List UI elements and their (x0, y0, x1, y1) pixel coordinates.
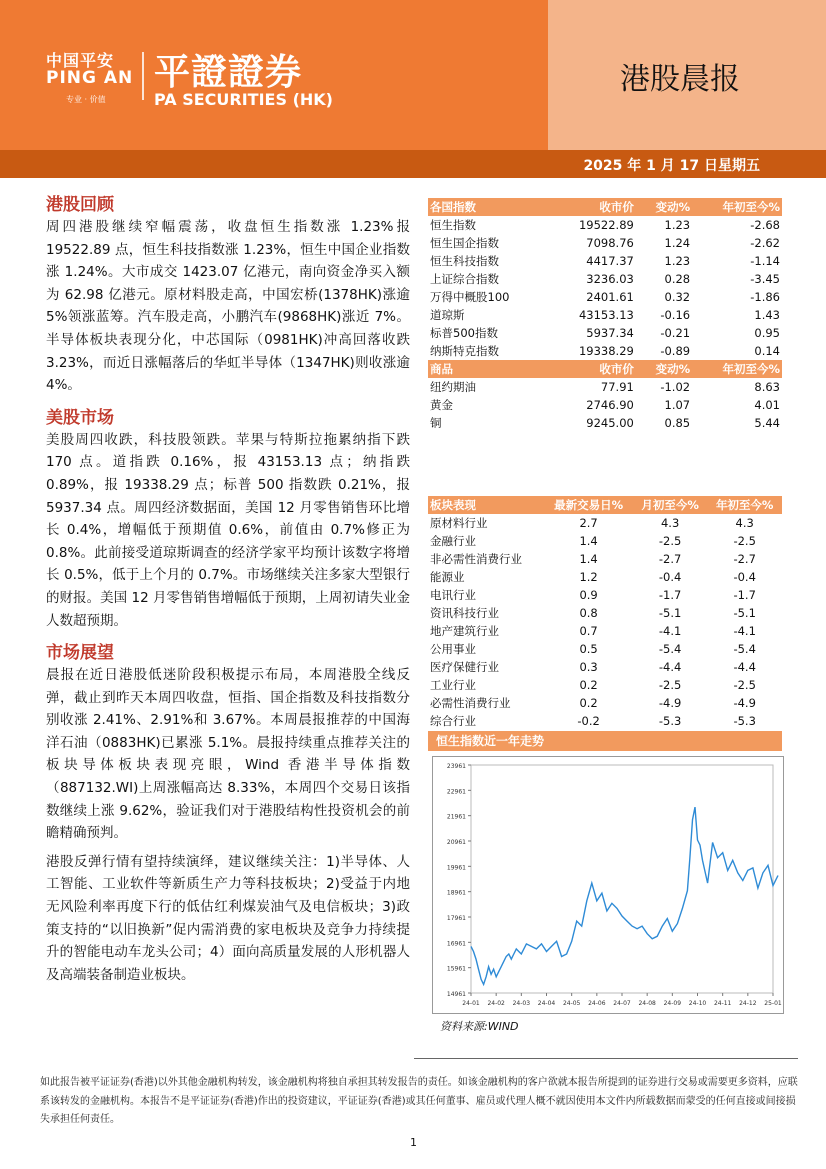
table-cell: 综合行业 (430, 714, 476, 728)
table-cell: -4.9 (658, 696, 682, 710)
sector-row (428, 622, 782, 640)
section-title: 市场展望 (46, 643, 114, 664)
table-cell: 0.32 (664, 290, 691, 304)
table-cell: -1.86 (750, 290, 780, 304)
table-cell: 电讯行业 (430, 588, 476, 602)
table-cell: 1.23 (664, 254, 691, 268)
table-cell: -0.16 (660, 308, 691, 322)
hsi-line-chart (433, 757, 783, 1013)
indices-table-body (428, 216, 782, 360)
table-cell: -1.7 (658, 588, 682, 602)
section-paragraph: 港股反弹行情有望持续演绎，建议继续关注：1)半导体、人工智能、工业软件等新质生产力等科技板块；2)受益于内地无风险利率再度下行的低估红利煤炭油气及电信板块；3)政策支持的“以旧换新”促内需消费的家电板块及竞争力持续提升的智能电动车龙头公司；4）面向高质量发展的人形机器人及高端装备制造业板块。 (46, 853, 410, 983)
commentary-column (46, 190, 410, 992)
table-cell: 1.24 (664, 236, 691, 250)
y-tick-label: 17961 (446, 915, 466, 922)
index-row (428, 234, 782, 252)
table-cell: -1.02 (660, 380, 691, 394)
brand-divider (142, 52, 144, 100)
y-tick-label: 22961 (446, 788, 466, 796)
table-cell: 5.44 (754, 416, 780, 430)
table-cell: 0.28 (664, 272, 691, 286)
table-cell: 5937.34 (586, 326, 634, 340)
table-cell: -2.68 (750, 218, 780, 232)
table-cell: -0.4 (658, 570, 682, 584)
x-tick-label: 24-09 (663, 1000, 682, 1007)
sector-row (428, 640, 782, 658)
table-cell: 金融行业 (430, 534, 476, 548)
commodities-table-body (428, 378, 782, 432)
section-title: 美股市场 (46, 407, 114, 428)
table-cell: -0.89 (660, 344, 691, 358)
brand-name-cn: 中国平安 (46, 51, 115, 70)
table-header-row (428, 496, 782, 514)
table-cell: 上证综合指数 (430, 272, 499, 286)
table-cell: -2.5 (658, 678, 682, 692)
table-cell: 0.85 (664, 416, 691, 430)
table-cell: -5.1 (658, 606, 682, 620)
index-row (428, 306, 782, 324)
disclaimer: 如此报告被平证证券(香港)以外其他金融机构转发，该金融机构将独自承担其转发报告的责任。如该金融机构的客户欲就本报告所提到的证券进行交易或需要更多资料，应联系该转发的金融机构。本报告不是平证证券(香港)作出的投资建议，平证证券(香港)或其任何董事、雇员或代理人概不就因使用本文件内所载数据而蒙受的任何直接或间接损失承担任何责任。 (40, 1077, 798, 1125)
table-cell: 能源业 (430, 570, 465, 584)
sector-row (428, 694, 782, 712)
table-cell: 恒生指数 (430, 218, 476, 232)
table-cell: 必需性消费行业 (430, 696, 511, 710)
brand-slogan: 专业 · 价值 (66, 95, 106, 104)
table-cell: 7098.76 (586, 236, 634, 250)
x-tick-label: 24-02 (487, 1000, 505, 1007)
table-cell: -0.21 (660, 326, 691, 340)
table-header-cell: 收市价 (550, 360, 636, 378)
index-row (428, 252, 782, 270)
table-cell: 0.5 (579, 642, 598, 656)
table-cell: -4.1 (658, 624, 682, 638)
table-cell: -2.5 (733, 534, 756, 548)
index-row (428, 324, 782, 342)
index-row (428, 288, 782, 306)
indices-table (428, 198, 782, 432)
table-header-cell: 年初至今% (692, 360, 782, 378)
table-cell: -4.4 (733, 660, 756, 674)
table-cell: 1.43 (754, 308, 780, 322)
footer-rule (414, 1058, 798, 1059)
table-cell: 道琼斯 (430, 308, 465, 322)
table-header-cell: 变动% (636, 360, 692, 378)
y-tick-label: 21961 (446, 813, 466, 821)
table-cell: 恒生国企指数 (430, 236, 499, 250)
table-cell: 1.4 (579, 534, 598, 548)
table-cell: 0.3 (579, 660, 598, 674)
table-header-row (428, 198, 782, 216)
table-cell: 19338.29 (578, 344, 634, 358)
section-paragraph: 美股周四收跌，科技股领跌。苹果与特斯拉拖累纳指下跌 170 点。道指跌 0.16%，报 43153.13 点；纳指跌 0.89%，报 19338.29 点；标普 500 指数跌 0.21%，报 5937.34 点。周四经济数据面，美国 12 月零售销售环比增长 0.4%，增幅低于预期值 0.6%，前值由 0.7%修正为 0.8%。此前接受道琼斯调查的经济学家平均预计该数字将增长 0.5%，低于上个月的 0.7%。市场继续关注多家大型银行的财报。美国 12 月零售销售增幅低于预期，上周初请失业金人数超预期。 (46, 431, 410, 629)
sector-row (428, 532, 782, 550)
table-cell: 原材料行业 (430, 516, 488, 530)
page-number: 1 (410, 1136, 417, 1149)
sector-row (428, 568, 782, 586)
table-cell: 标普500指数 (430, 326, 498, 340)
sector-row (428, 712, 782, 730)
table-cell: 0.2 (579, 696, 598, 710)
x-tick-label: 25-01 (764, 1000, 782, 1007)
table-cell: 公用事业 (430, 642, 476, 656)
table-cell: 1.4 (579, 552, 598, 566)
sector-row (428, 550, 782, 568)
table-cell: -5.4 (658, 642, 682, 656)
commodity-row (428, 396, 782, 414)
table-cell: 1.07 (664, 398, 691, 412)
table-header-cell: 月初至今% (633, 496, 708, 514)
table-cell: 8.63 (754, 380, 780, 394)
table-cell: -5.3 (733, 714, 756, 728)
sector-row (428, 676, 782, 694)
section-paragraph: 晨报在近日港股低迷阶段积极提示布局，本周港股全线反弹，截止到昨天本周四收盘，恒指、国企指数及科技指数分别收涨 2.41%、2.91%和 3.67%。本周晨报推荐的中国海洋石油（0883HK)已累涨 5.1%。晨报持续重点推荐关注的板块导体板块表现亮眼，Wind 香港半导体指数（887132.WI)上周涨幅高达 8.33%，本周四个交易日该指数继续上涨 9.62%，验证我们对于港股结构性投资机会的前瞻精确预判。 (46, 667, 410, 842)
table-cell: 0.7 (579, 624, 598, 638)
table-cell: 0.14 (754, 344, 780, 358)
index-row (428, 270, 782, 288)
sector-row (428, 658, 782, 676)
table-cell: 1.2 (579, 570, 598, 584)
table-cell: 2.7 (579, 516, 598, 530)
table-cell: 4417.37 (586, 254, 634, 268)
x-tick-label: 24-12 (739, 1000, 757, 1007)
table-cell: -2.62 (750, 236, 780, 250)
y-tick-label: 18961 (446, 889, 466, 897)
section-outlook (46, 638, 410, 986)
section-title: 港股回顾 (46, 195, 114, 215)
x-tick-label: 24-10 (688, 1000, 707, 1007)
x-tick-label: 24-05 (562, 1000, 581, 1007)
table-cell: 3236.03 (586, 272, 634, 286)
table-cell: -5.4 (733, 642, 756, 656)
table-cell: 非必需性消费行业 (430, 552, 522, 566)
sectors-table (428, 496, 782, 730)
report-title: 港股晨报 (620, 62, 740, 97)
y-tick-label: 20961 (446, 839, 466, 846)
table-header-cell: 年初至今% (707, 496, 782, 514)
table-header-row (428, 360, 782, 378)
table-cell: -0.4 (733, 570, 756, 584)
report-date: 2025 年 1 月 17 日星期五 (583, 158, 760, 174)
x-tick-label: 24-08 (638, 1000, 656, 1007)
table-cell: -5.1 (733, 606, 756, 620)
table-cell: 万得中概股100 (430, 290, 510, 304)
hsi-chart-frame (432, 756, 784, 1014)
table-cell: 医疗保健行业 (430, 660, 499, 674)
table-cell: -0.2 (577, 714, 600, 728)
table-header-cell: 板块表现 (428, 496, 544, 514)
table-cell: 43153.13 (578, 308, 634, 322)
table-header-cell: 商品 (428, 360, 550, 378)
table-header-cell: 最新交易日% (544, 496, 633, 514)
table-cell: -2.7 (658, 552, 682, 566)
sectors-table-body (428, 514, 782, 730)
table-cell: 工业行业 (430, 678, 476, 692)
x-tick-label: 24-01 (462, 1000, 480, 1007)
table-cell: 0.2 (579, 678, 598, 692)
table-cell: 0.95 (754, 326, 780, 340)
chart-title: 恒生指数近一年走势 (428, 731, 782, 751)
table-cell: 2401.61 (586, 290, 634, 304)
table-cell: 铜 (430, 416, 442, 430)
table-header-cell: 各国指数 (428, 198, 550, 216)
section-paragraph: 周四港股继续窄幅震荡，收盘恒生指数涨 1.23%报 19522.89 点，恒生科技指数涨 1.23%，恒生中国企业指数涨 1.24%。大市成交 1423.07 亿港元，南向资金净买入额为 62.98 亿港元。原材料股走高，中国宏桥(1378HK)涨逾 5%领涨蓝筹。汽车股走高，小鹏汽车(9868HK)涨近 7%。半导体板块表现分化，中芯国际（0981HK)冲高回落收跌 3.23%，而近日涨幅落后的华虹半导体（1347HK)则收涨逾 4%。 (46, 219, 410, 394)
table-cell: 1.23 (664, 218, 691, 232)
commodity-row (428, 378, 782, 396)
sector-row (428, 514, 782, 532)
table-cell: 4.3 (735, 516, 754, 530)
table-cell: 9245.00 (586, 416, 634, 430)
index-row (428, 216, 782, 234)
section-hk-review (46, 190, 410, 397)
table-cell: 2746.90 (586, 398, 634, 412)
x-tick-label: 24-04 (537, 1000, 556, 1007)
table-header-cell: 变动% (636, 198, 692, 216)
x-tick-label: 24-06 (588, 1000, 606, 1007)
table-cell: -1.14 (750, 254, 780, 268)
table-header-cell: 收市价 (550, 198, 636, 216)
table-cell: 黄金 (430, 398, 453, 412)
table-cell: -2.5 (733, 678, 756, 692)
y-tick-label: 14961 (446, 991, 466, 998)
table-cell: 0.9 (579, 588, 598, 602)
table-cell: 77.91 (600, 380, 634, 394)
x-tick-label: 24-11 (713, 1000, 732, 1007)
plot-area (471, 765, 773, 993)
x-tick-label: 24-07 (613, 1000, 631, 1007)
table-cell: 19522.89 (578, 218, 634, 232)
table-cell: 4.01 (754, 398, 780, 412)
table-cell: -4.1 (733, 624, 756, 638)
table-cell: -3.45 (750, 272, 780, 286)
sector-row (428, 604, 782, 622)
y-tick-label: 15961 (446, 965, 466, 973)
table-cell: -2.5 (658, 534, 682, 548)
hsi-series-line (471, 807, 778, 984)
brand-name-en: PING AN (46, 68, 134, 88)
table-cell: -4.4 (658, 660, 682, 674)
y-tick-label: 19961 (446, 864, 466, 872)
securities-logo-cn: 平證證券 (154, 52, 303, 93)
chart-source: 资料来源:WIND (440, 1020, 519, 1033)
section-us-market (46, 403, 410, 632)
table-header-cell: 年初至今% (692, 198, 782, 216)
table-cell: -4.9 (733, 696, 756, 710)
table-cell: -5.3 (658, 714, 682, 728)
table-cell: -2.7 (733, 552, 756, 566)
index-row (428, 342, 782, 360)
table-cell: 0.8 (579, 606, 598, 620)
y-tick-label: 23961 (446, 763, 466, 770)
table-cell: 纽约期油 (430, 380, 476, 394)
table-cell: 地产建筑行业 (430, 624, 499, 638)
securities-logo-en: PA SECURITIES (HK) (154, 90, 333, 109)
commodity-row (428, 414, 782, 432)
table-cell: -1.7 (733, 588, 756, 602)
table-cell: 4.3 (660, 516, 680, 530)
x-tick-label: 24-03 (512, 1000, 531, 1007)
sector-row (428, 586, 782, 604)
y-tick-label: 16961 (446, 940, 466, 948)
table-cell: 资讯科技行业 (430, 606, 499, 620)
table-cell: 纳斯特克指数 (430, 344, 499, 358)
table-cell: 恒生科技指数 (430, 254, 499, 268)
